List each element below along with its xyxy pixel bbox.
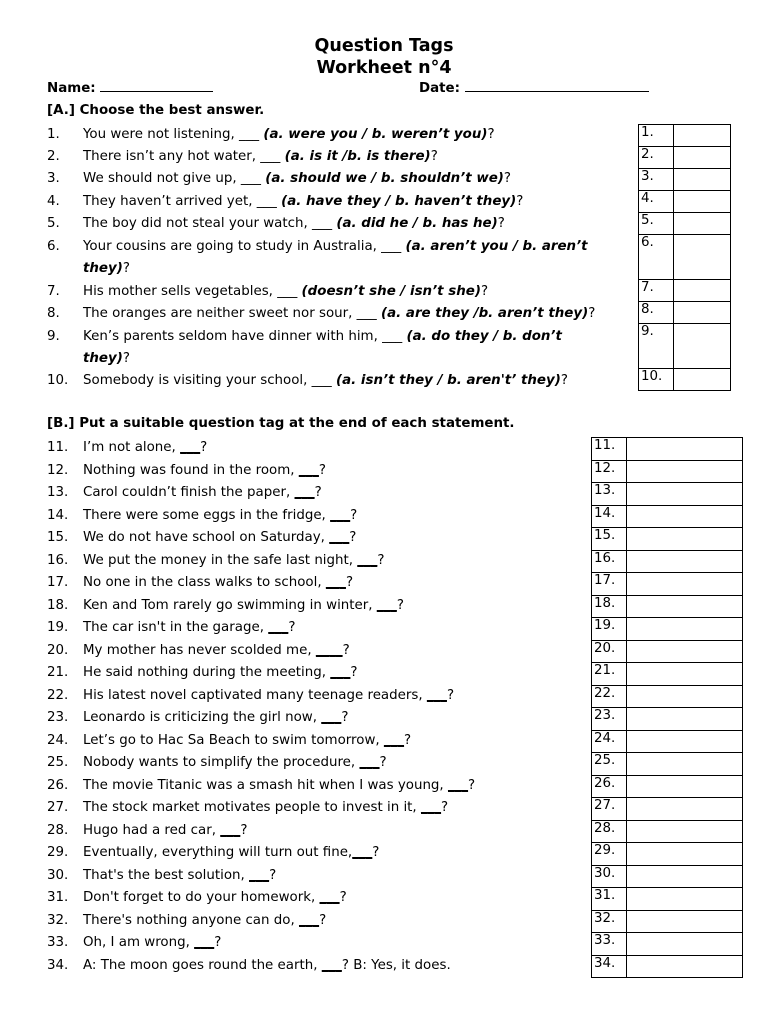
question-text [83, 640, 350, 662]
answer-cell [627, 595, 743, 618]
answer-cell [674, 369, 731, 391]
answer-row [592, 528, 743, 551]
question-mark: ? [487, 127, 495, 142]
question-stem: No one in the class walks to school, [83, 575, 326, 590]
question-end: ? [446, 687, 455, 703]
question-text [83, 617, 295, 639]
question-stem: Oh, I am wrong, [83, 935, 195, 950]
answer-number: 21. [592, 663, 627, 686]
question-text [83, 955, 451, 977]
answer-number: 28. [592, 820, 627, 843]
question-text [83, 281, 488, 303]
section-b-heading: [B.] Put a suitable question tag at the end of each statement. [47, 416, 515, 431]
question-number: 19. [47, 620, 69, 635]
question-number: 24. [47, 732, 69, 748]
answer-number: 34. [592, 955, 627, 978]
question-number: 17. [47, 575, 69, 590]
question-stem: Nothing was found in the room, [83, 462, 299, 478]
answer-blank: ___ [330, 665, 351, 680]
answer-options: (a. isn’t they / b. aren't’ they) [336, 373, 561, 388]
question-mark: ? [480, 284, 489, 299]
question-stem: Leonardo is criticizing the girl now, [83, 710, 322, 725]
answer-row [639, 369, 731, 391]
answer-number: 14. [592, 505, 627, 528]
question-number: 16. [47, 552, 69, 568]
answer-row [592, 483, 743, 506]
answer-row [592, 550, 743, 573]
answer-row [592, 730, 743, 753]
question-text [83, 887, 347, 909]
question-text [83, 685, 454, 707]
answer-row [592, 820, 743, 843]
question-end: ? [342, 642, 350, 658]
question-end: ? [349, 530, 357, 545]
answer-blank: ____ [315, 642, 343, 658]
question-stem: His latest novel captivated many teenage readers, [83, 687, 427, 703]
question-number: 21. [47, 665, 69, 680]
answer-number: 23. [592, 708, 627, 731]
answer-cell [674, 324, 731, 369]
question-text [83, 370, 568, 392]
answer-row [639, 324, 731, 369]
answer-number: 15. [592, 528, 627, 551]
answer-cell [627, 955, 743, 978]
answer-cell [627, 685, 743, 708]
answer-cell [627, 843, 743, 866]
question-number: 8. [47, 306, 60, 321]
question-number: 10. [47, 373, 69, 388]
question-stem: Your cousins are going to study in Australia, ___ [83, 239, 406, 254]
answer-number: 18. [592, 595, 627, 618]
question-text [83, 595, 404, 617]
answer-number: 4. [639, 191, 674, 213]
options-continuation [83, 258, 588, 280]
question-stem: Hugo had a red car, [83, 822, 221, 838]
name-blank [100, 91, 213, 92]
answer-row [592, 640, 743, 663]
answer-cell [627, 865, 743, 888]
question-end: ? [372, 845, 380, 860]
answer-cell [627, 483, 743, 506]
answer-row [592, 798, 743, 821]
answer-number: 13. [592, 483, 627, 506]
answer-cell [627, 775, 743, 798]
answer-row [592, 595, 743, 618]
answer-cell [674, 235, 731, 280]
question-stem: My mother has never scolded me, [83, 642, 316, 658]
question-text [83, 437, 207, 459]
answer-number: 24. [592, 730, 627, 753]
answer-blank: ___ [357, 552, 378, 568]
answer-cell [627, 933, 743, 956]
question-stem: Don't forget to do your homework, [83, 890, 320, 905]
question-text [83, 191, 523, 213]
answer-number: 6. [639, 235, 674, 280]
question-text [83, 527, 356, 549]
question-stem: He said nothing during the meeting, [83, 665, 331, 680]
answer-options-cont: they) [83, 261, 123, 277]
answer-blank: ___ [447, 777, 469, 793]
question-end: ? [441, 800, 449, 815]
options-continuation [83, 348, 562, 370]
question-number: 20. [47, 642, 69, 658]
question-text [83, 820, 247, 842]
answer-blank: ___ [383, 732, 405, 748]
answer-cell [627, 460, 743, 483]
answer-cell [627, 753, 743, 776]
question-end: ? [350, 665, 358, 680]
answer-row [592, 505, 743, 528]
question-stem: You were not listening, ___ [83, 127, 264, 142]
question-text [83, 730, 411, 752]
question-number: 3. [47, 171, 60, 186]
answer-blank: ___ [321, 957, 342, 973]
answer-number: 8. [639, 302, 674, 324]
question-stem: Nobody wants to simplify the procedure, [83, 755, 360, 770]
answer-cell [674, 147, 731, 169]
answer-cell [627, 663, 743, 686]
answer-blank: ___ [180, 440, 201, 455]
question-stem: That's the best solution, [83, 867, 250, 883]
answer-blank: ___ [298, 912, 320, 928]
answer-row [639, 191, 731, 213]
name-label: Name: [47, 81, 96, 96]
question-stem: There's nothing anyone can do, [83, 912, 299, 928]
question-stem: Carol couldn’t finish the paper, [83, 485, 295, 500]
question-text [83, 842, 379, 864]
question-text [83, 797, 448, 819]
answer-number: 22. [592, 685, 627, 708]
question-stem: Ken and Tom rarely go swimming in winter, [83, 597, 377, 613]
question-number: 12. [47, 462, 69, 478]
question-number: 7. [47, 284, 60, 299]
answer-number: 30. [592, 865, 627, 888]
question-text [83, 482, 322, 504]
question-end: ? B: Yes, it does. [341, 957, 451, 973]
question-end: ? [377, 552, 385, 568]
question-stem: The movie Titanic was a smash hit when I was young, [83, 777, 448, 793]
answer-blank: ___ [321, 710, 342, 725]
question-text [83, 662, 358, 684]
question-number: 25. [47, 755, 69, 770]
answer-options-cont: they) [83, 351, 123, 367]
question-number: 1. [47, 127, 60, 142]
question-text [83, 865, 276, 887]
answer-number: 11. [592, 438, 627, 461]
question-end: ? [314, 485, 322, 500]
name-field [47, 81, 213, 96]
question-end: ? [404, 732, 412, 748]
question-number: 29. [47, 845, 69, 860]
answer-blank: ___ [220, 822, 241, 838]
answer-cell [627, 573, 743, 596]
question-end: ? [379, 755, 387, 770]
answer-cell [674, 191, 731, 213]
question-text [83, 910, 326, 932]
question-end: ? [288, 620, 296, 635]
question-mark: ? [588, 306, 596, 321]
question-end: ? [350, 507, 358, 523]
question-end: ? [341, 710, 349, 725]
question-text [83, 124, 495, 146]
answer-blank: ___ [325, 575, 346, 590]
answer-row [592, 573, 743, 596]
question-stem: We put the money in the safe last night, [83, 552, 358, 568]
question-stem: A: The moon goes round the earth, [83, 957, 322, 973]
question-text [83, 752, 387, 774]
answer-row [592, 663, 743, 686]
question-mark: ? [122, 351, 130, 367]
answer-row [592, 460, 743, 483]
question-end: ? [200, 440, 208, 455]
question-stem: They haven’t arrived yet, ___ [83, 194, 282, 209]
question-stem: The car isn't in the garage, [83, 620, 269, 635]
answer-number: 5. [639, 213, 674, 235]
question-end: ? [269, 867, 277, 883]
section-a-answer-grid [638, 124, 731, 391]
answer-number: 29. [592, 843, 627, 866]
answer-row [592, 865, 743, 888]
date-field [419, 81, 649, 96]
question-stem: The oranges are neither sweet nor sour, ___ [83, 306, 381, 321]
question-text [83, 707, 348, 729]
question-end: ? [339, 890, 347, 905]
question-text [83, 213, 505, 235]
answer-options: (a. have they / b. haven’t they) [281, 194, 517, 209]
answer-blank: ___ [426, 687, 447, 703]
answer-row [639, 147, 731, 169]
answer-blank: ___ [268, 620, 289, 635]
answer-options: (a. did he / b. has he) [336, 216, 498, 231]
answer-blank: ___ [249, 867, 270, 883]
answer-cell [674, 125, 731, 147]
answer-number: 9. [639, 324, 674, 369]
answer-options: (doesn’t she / isn’t she) [301, 284, 481, 299]
answer-number: 1. [639, 125, 674, 147]
answer-number: 10. [639, 369, 674, 391]
answer-blank: ___ [420, 800, 442, 815]
question-stem: There isn’t any hot water, ___ [83, 149, 285, 164]
answer-number: 27. [592, 798, 627, 821]
answer-row [592, 888, 743, 911]
question-mark: ? [503, 171, 512, 186]
answer-cell [674, 280, 731, 302]
answer-cell [627, 528, 743, 551]
answer-number: 16. [592, 550, 627, 573]
answer-cell [674, 213, 731, 235]
answer-row [592, 910, 743, 933]
answer-cell [627, 640, 743, 663]
question-number: 31. [47, 890, 69, 905]
answer-number: 2. [639, 147, 674, 169]
question-mark: ? [560, 373, 568, 388]
question-end: ? [345, 575, 354, 590]
answer-cell [674, 302, 731, 324]
answer-row [592, 933, 743, 956]
question-text [83, 303, 595, 325]
answer-row [639, 125, 731, 147]
answer-number: 19. [592, 618, 627, 641]
question-text [83, 550, 384, 572]
answer-cell [627, 438, 743, 461]
question-end: ? [319, 912, 327, 928]
answer-row [592, 753, 743, 776]
answer-options: (a. are they /b. aren’t they) [381, 306, 589, 321]
question-number: 32. [47, 912, 69, 928]
answer-row [639, 280, 731, 302]
question-stem: We do not have school on Saturday, [83, 530, 330, 545]
answer-blank: ___ [330, 507, 351, 523]
question-stem: Let’s go to Hac Sa Beach to swim tomorrow, [83, 732, 384, 748]
question-number: 15. [47, 530, 69, 545]
question-number: 14. [47, 507, 69, 523]
answer-options: (a. aren’t you / b. aren’t [405, 239, 588, 254]
section-a-heading: [A.] Choose the best answer. [47, 103, 265, 118]
question-number: 9. [47, 329, 60, 344]
answer-row [639, 302, 731, 324]
answer-row [639, 235, 731, 280]
question-number: 33. [47, 935, 69, 950]
answer-number: 3. [639, 169, 674, 191]
answer-row [639, 213, 731, 235]
question-text [83, 775, 475, 797]
question-mark: ? [497, 216, 505, 231]
worksheet-subtitle: Workheet n°4 [316, 58, 452, 78]
question-number: 13. [47, 485, 69, 500]
question-stem: The stock market motivates people to invest in it, [83, 800, 421, 815]
question-text [83, 505, 357, 527]
question-stem: Eventually, everything will turn out fine, [83, 845, 353, 860]
question-stem: Ken’s parents seldom have dinner with him, ___ [83, 329, 407, 344]
answer-options: (a. were you / b. weren’t you) [263, 127, 488, 142]
answer-number: 33. [592, 933, 627, 956]
question-number: 23. [47, 710, 69, 725]
answer-number: 25. [592, 753, 627, 776]
question-end: ? [468, 777, 476, 793]
question-number: 6. [47, 239, 60, 254]
answer-cell [627, 618, 743, 641]
answer-cell [627, 820, 743, 843]
answer-blank: ___ [359, 755, 380, 770]
date-label: Date: [419, 81, 460, 96]
answer-number: 31. [592, 888, 627, 911]
question-text [83, 460, 326, 482]
answer-options: (a. should we / b. shouldn’t we) [265, 171, 504, 186]
question-end: ? [240, 822, 248, 838]
question-number: 5. [47, 216, 60, 231]
question-number: 28. [47, 822, 69, 838]
answer-cell [674, 169, 731, 191]
question-text [83, 572, 353, 594]
answer-number: 32. [592, 910, 627, 933]
question-end: ? [318, 462, 326, 478]
answer-number: 12. [592, 460, 627, 483]
question-stem: Somebody is visiting your school, ___ [83, 373, 337, 388]
question-stem: I’m not alone, [83, 440, 181, 455]
answer-number: 26. [592, 775, 627, 798]
question-stem: His mother sells vegetables, ___ [83, 284, 302, 299]
answer-cell [627, 910, 743, 933]
answer-cell [627, 708, 743, 731]
answer-number: 7. [639, 280, 674, 302]
question-number: 26. [47, 777, 69, 793]
answer-row [592, 685, 743, 708]
question-mark: ? [430, 149, 438, 164]
question-text [83, 146, 438, 168]
question-stem: The boy did not steal your watch, ___ [83, 216, 337, 231]
answer-number: 20. [592, 640, 627, 663]
question-mark: ? [516, 194, 524, 209]
answer-row [592, 438, 743, 461]
question-number: 22. [47, 687, 69, 703]
question-mark: ? [122, 261, 130, 277]
answer-blank: ___ [329, 530, 350, 545]
answer-options: (a. is it /b. is there) [284, 149, 431, 164]
answer-cell [627, 505, 743, 528]
answer-blank: ___ [294, 485, 315, 500]
answer-row [592, 955, 743, 978]
answer-cell [627, 888, 743, 911]
answer-row [592, 708, 743, 731]
question-text [83, 168, 511, 190]
answer-cell [627, 798, 743, 821]
answer-cell [627, 730, 743, 753]
question-number: 2. [47, 149, 60, 164]
section-b-answer-grid [591, 437, 743, 978]
answer-blank: ___ [376, 597, 397, 613]
question-number: 30. [47, 867, 69, 883]
question-number: 18. [47, 597, 69, 613]
question-end: ? [396, 597, 404, 613]
answer-row [639, 169, 731, 191]
question-number: 27. [47, 800, 69, 815]
answer-cell [627, 550, 743, 573]
answer-blank: ___ [319, 890, 340, 905]
answer-blank: ___ [194, 935, 215, 950]
answer-row [592, 775, 743, 798]
question-text [83, 932, 221, 954]
question-stem: There were some eggs in the fridge, [83, 507, 331, 523]
question-text [83, 236, 588, 281]
question-text [83, 326, 562, 371]
date-blank [465, 91, 649, 92]
answer-number: 17. [592, 573, 627, 596]
answer-blank: ___ [298, 462, 319, 478]
question-number: 11. [47, 440, 69, 455]
worksheet-title: Question Tags [314, 36, 454, 56]
answer-options: (a. do they / b. don’t [406, 329, 562, 344]
question-stem: We should not give up, ___ [83, 171, 266, 186]
answer-row [592, 618, 743, 641]
question-end: ? [214, 935, 222, 950]
answer-blank: ___ [352, 845, 373, 860]
question-number: 4. [47, 194, 60, 209]
question-number: 34. [47, 957, 69, 973]
answer-row [592, 843, 743, 866]
